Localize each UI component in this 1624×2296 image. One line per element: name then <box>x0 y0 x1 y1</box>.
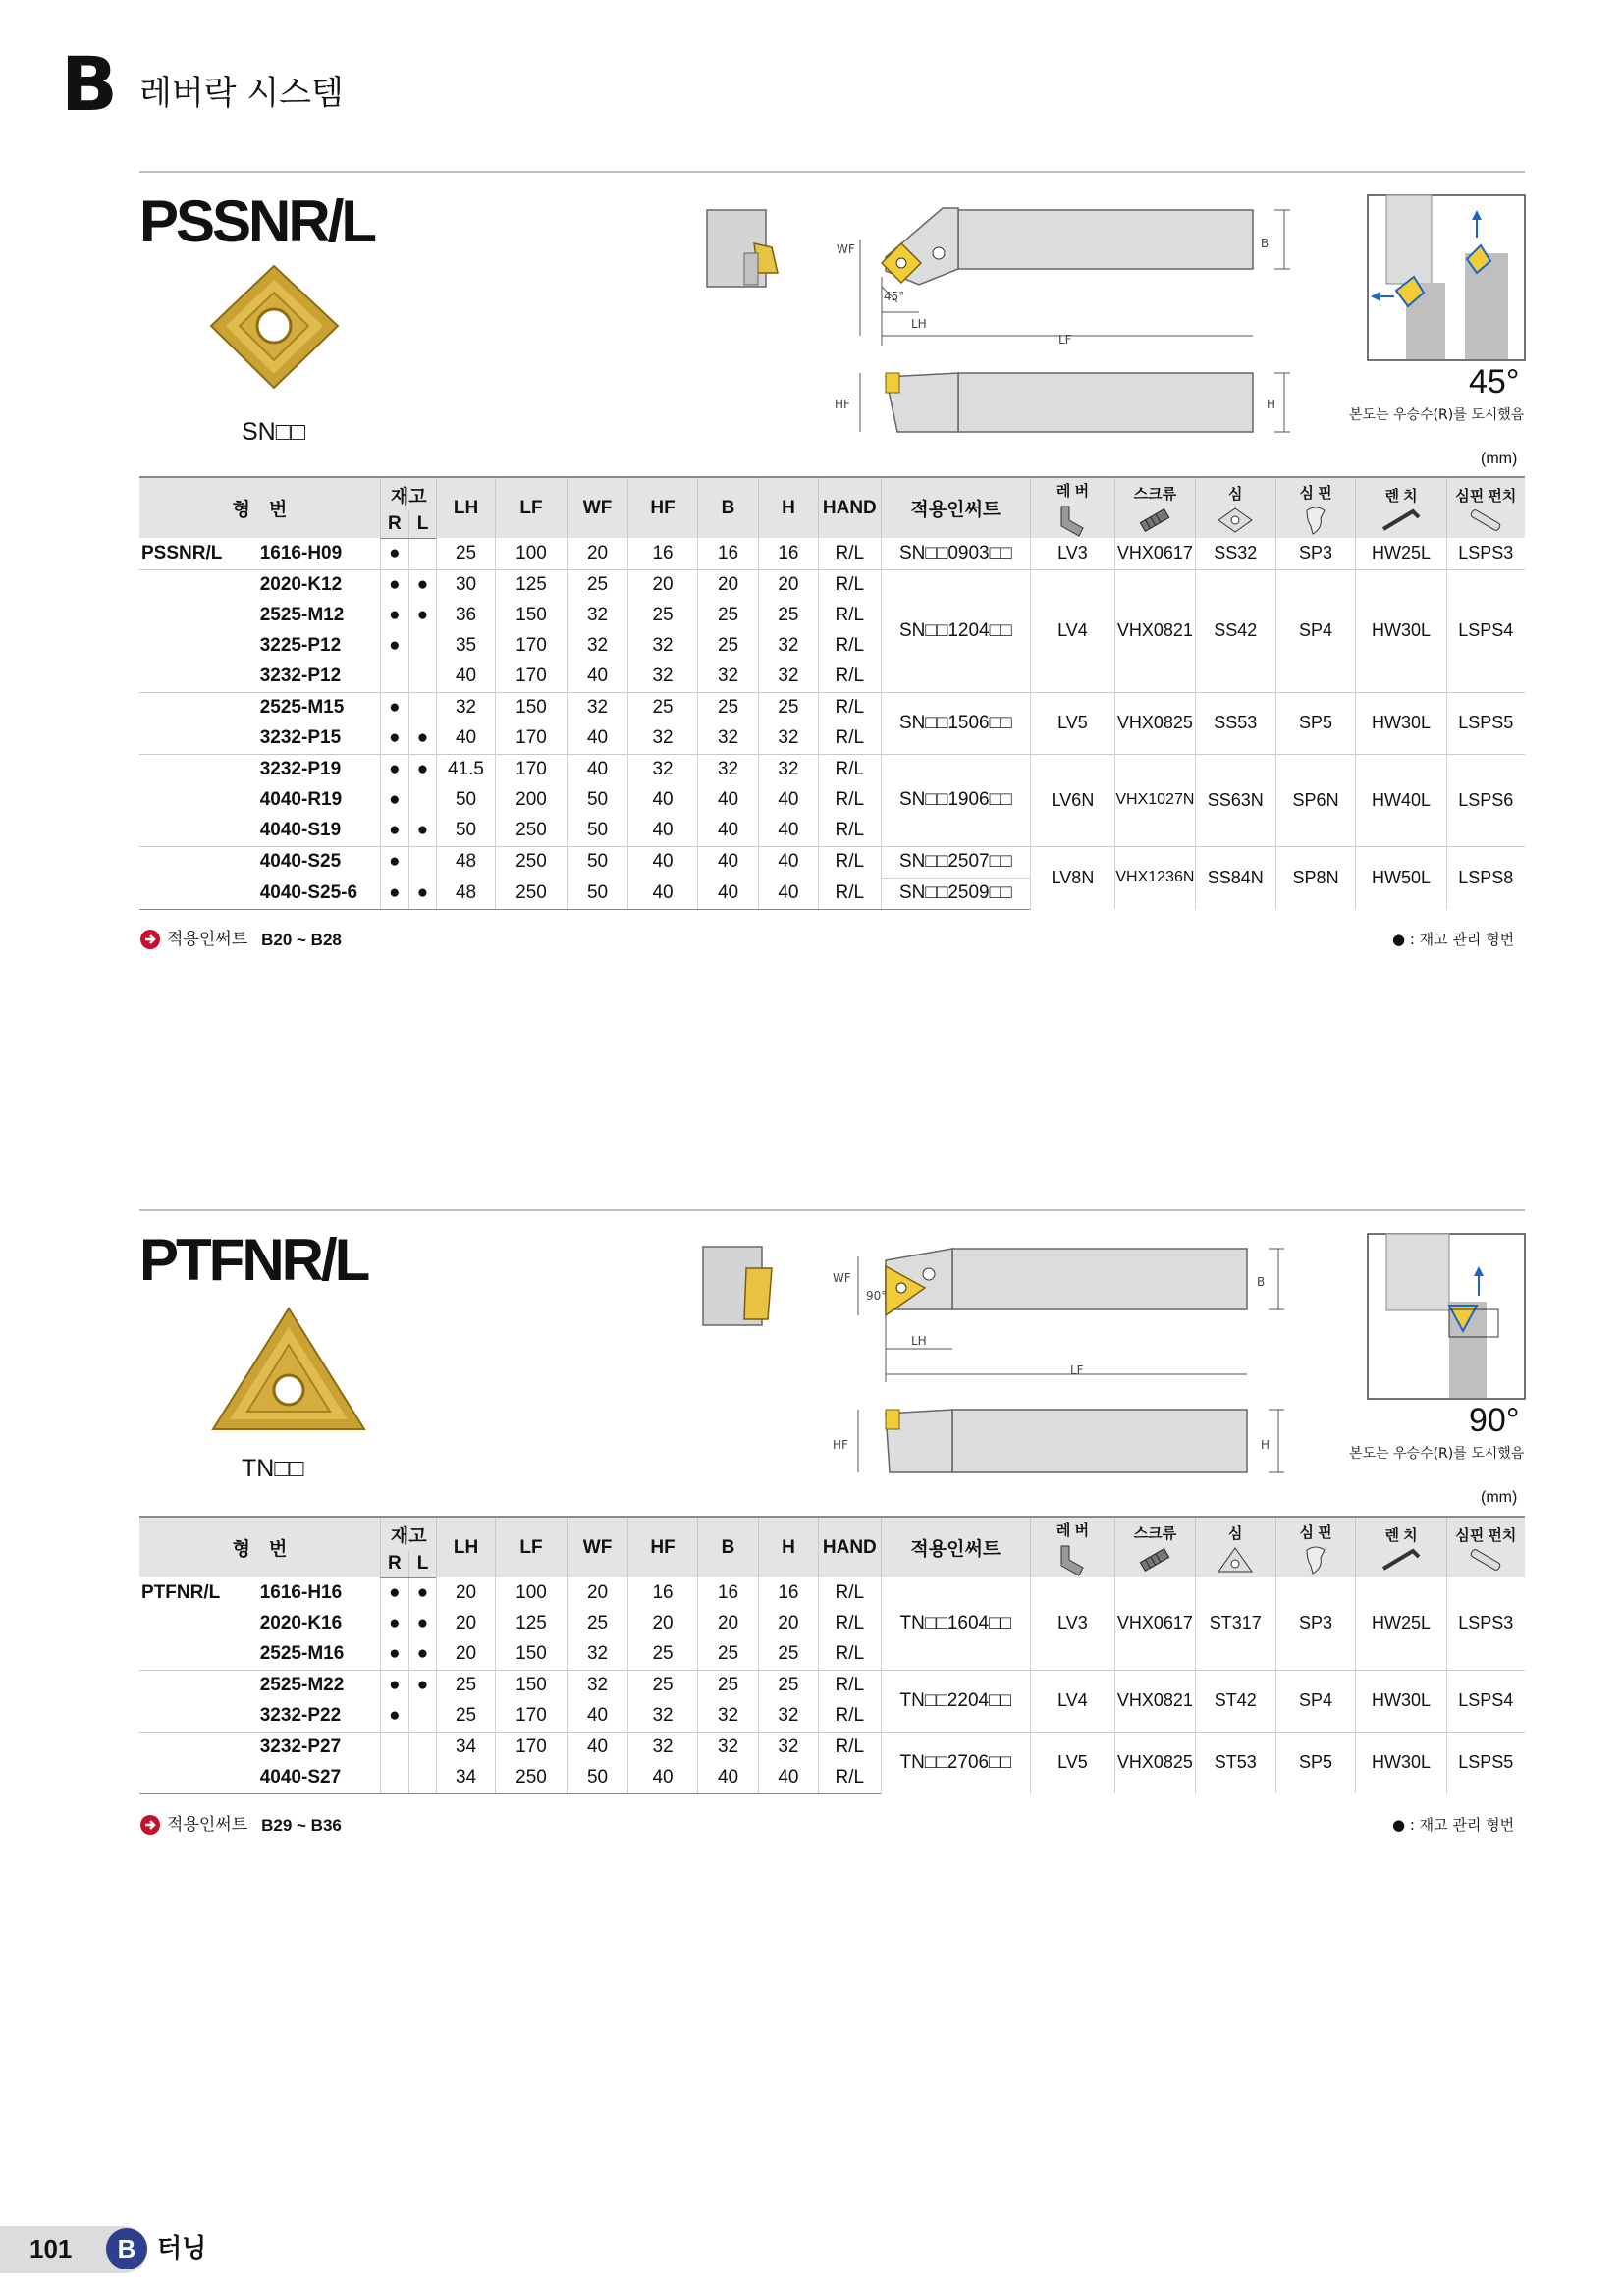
holder-top-view-drawing <box>821 198 1304 448</box>
unit-label: (mm) <box>1481 451 1518 467</box>
table-row: 2020-K12 ● ● 30 125 25 20 20 20 R/L SN□□1204□□ LV4 VHX0821 SS42 SP4 HW30L LSPS4 <box>139 569 1525 601</box>
col-hf: HF <box>627 1517 698 1577</box>
col-insert: 적용인써트 <box>881 1517 1030 1577</box>
col-b: B <box>698 1517 758 1577</box>
page-category: 터닝 <box>157 2234 207 2264</box>
table-row: PSSNR/L 1616-H09 ● 25 100 20 16 16 16 R/L SN□□0903□□ LV3 VHX0617 SS32 SP3 HW25L LSPS3 <box>139 538 1525 569</box>
col-lf: LF <box>495 477 568 538</box>
col-insert: 적용인써트 <box>881 477 1030 538</box>
shim-icon <box>1216 506 1255 535</box>
table-row: 4040-S19 ● ● 50 250 50 40 40 40 R/L <box>139 816 1525 847</box>
spec-table-pssnr <box>139 476 1525 910</box>
dim-label-wf: WF <box>837 242 855 256</box>
col-wrench: 렌 치 <box>1356 1517 1446 1577</box>
holder-side-view <box>705 208 780 289</box>
col-stock-r: R <box>381 511 409 538</box>
dim-label-wf: WF <box>833 1271 851 1285</box>
machining-angle-diagram <box>1367 1233 1526 1400</box>
product-title: PTFNR/L <box>139 1227 368 1293</box>
stock-legend: ● : 재고 관리 형번 <box>1392 931 1515 948</box>
dim-label-hf: HF <box>835 398 850 411</box>
col-punch: 심핀 펀치 <box>1446 1517 1525 1577</box>
table-row: 2525-M22 ● ● 25 150 32 25 25 25 R/L TN□□2204□□ LV4 VHX0821 ST42 SP4 HW30L LSPS4 <box>139 1670 1525 1701</box>
col-hand: HAND <box>819 1517 881 1577</box>
page-number: 101 <box>29 2234 73 2264</box>
screw-icon <box>1135 506 1174 535</box>
arrow-circle-icon <box>139 929 161 950</box>
col-punch: 심핀 펀치 <box>1446 477 1525 538</box>
col-lf: LF <box>495 1517 568 1577</box>
section-divider <box>139 1209 1525 1211</box>
dim-label-lf: LF <box>1070 1363 1084 1377</box>
insert-reference[interactable]: 적용인써트 B20 ~ B28 <box>139 929 342 950</box>
machining-angle-diagram <box>1367 194 1526 361</box>
col-lever: 레 버 <box>1031 477 1115 538</box>
square-insert-image <box>208 263 341 391</box>
insert-code-label: TN□□ <box>242 1455 304 1482</box>
approach-angle: 45° <box>1469 363 1520 400</box>
col-stock-r: R <box>381 1551 409 1577</box>
drawing-note: 본도는 우승수(R)를 도시했음 <box>1349 1446 1525 1462</box>
wrench-icon <box>1380 507 1423 533</box>
dim-label-angle: 45° <box>884 290 905 303</box>
shim-icon <box>1216 1545 1255 1575</box>
lever-icon <box>1056 1542 1089 1577</box>
holder-top-view-drawing <box>803 1237 1304 1480</box>
section-divider <box>139 171 1525 173</box>
col-model: 형 번 <box>139 477 381 538</box>
dim-label-b: B <box>1261 237 1270 250</box>
col-lever: 레 버 <box>1031 1517 1115 1577</box>
dim-label-b: B <box>1257 1275 1266 1289</box>
arrow-circle-icon <box>139 1814 161 1836</box>
holder-side-view <box>701 1245 778 1327</box>
chapter-title: 레버락 시스템 <box>139 74 344 113</box>
col-b: B <box>698 477 758 538</box>
col-stock: 재고 <box>381 1517 437 1551</box>
table-row: 3232-P22 ● 25 170 40 32 32 32 R/L <box>139 1701 1525 1733</box>
table-row: 4040-R19 ● 50 200 50 40 40 40 R/L <box>139 785 1525 816</box>
dim-label-h: H <box>1261 1438 1271 1452</box>
col-lh: LH <box>437 1517 495 1577</box>
col-screw: 스크류 <box>1114 1517 1195 1577</box>
spec-table-ptfnr <box>139 1516 1525 1794</box>
col-shimpin: 심 핀 <box>1275 477 1356 538</box>
table-row: 2020-K16 ● ● 20 125 25 20 20 20 R/L <box>139 1609 1525 1639</box>
dim-label-lf: LF <box>1058 333 1072 347</box>
wrench-icon <box>1380 1547 1423 1573</box>
col-h: H <box>758 1517 818 1577</box>
table-row: 3232-P12 40 170 40 32 32 32 R/L <box>139 662 1525 693</box>
unit-label: (mm) <box>1481 1489 1518 1506</box>
col-model: 형 번 <box>139 1517 381 1577</box>
triangle-insert-image <box>210 1306 367 1433</box>
dim-label-angle: 90° <box>866 1289 888 1303</box>
dim-label-hf: HF <box>833 1438 848 1452</box>
approach-angle: 90° <box>1469 1402 1520 1439</box>
shim-pin-icon <box>1301 505 1330 536</box>
table-row: 4040-S25 ● 48 250 50 40 40 40 R/L SN□□2507□□ LV8N VHX1236N SS84N SP8N HW50L LSPS8 <box>139 846 1525 878</box>
product-title: PSSNR/L <box>139 188 375 254</box>
col-wrench: 렌 치 <box>1356 477 1446 538</box>
table-row: 3232-P15 ● ● 40 170 40 32 32 32 R/L <box>139 723 1525 755</box>
col-lh: LH <box>437 477 495 538</box>
table-row: 3225-P12 ● 35 170 32 32 25 32 R/L <box>139 631 1525 662</box>
screw-icon <box>1135 1545 1174 1575</box>
dim-label-h: H <box>1267 398 1276 411</box>
punch-icon <box>1466 507 1505 533</box>
col-shim: 심 <box>1195 477 1275 538</box>
col-wf: WF <box>568 1517 627 1577</box>
table-row: PTFNR/L 1616-H16 ● ● 20 100 20 16 16 16 R/L TN□□1604□□ LV3 VHX0617 ST317 SP3 HW25L LSPS3 <box>139 1577 1525 1609</box>
chapter-letter: B <box>61 40 116 128</box>
col-screw: 스크류 <box>1114 477 1195 538</box>
table-row: 2525-M16 ● ● 20 150 32 25 25 25 R/L <box>139 1639 1525 1671</box>
col-stock-l: L <box>408 511 437 538</box>
col-stock: 재고 <box>381 477 437 511</box>
shim-pin-icon <box>1301 1544 1330 1575</box>
col-h: H <box>758 477 818 538</box>
table-row: 3232-P27 34 170 40 32 32 32 R/L TN□□2706□□ LV5 VHX0825 ST53 SP5 HW30L LSPS5 <box>139 1732 1525 1763</box>
dim-label-lh: LH <box>911 317 927 331</box>
col-shim: 심 <box>1195 1517 1275 1577</box>
chapter-badge: B <box>106 2228 147 2269</box>
table-row: 3232-P19 ● ● 41.5 170 40 32 32 32 R/L SN□□1906□□ LV6N VHX1027N SS63N SP6N HW40L LSPS6 <box>139 754 1525 785</box>
dim-label-lh: LH <box>911 1334 927 1348</box>
col-hf: HF <box>627 477 698 538</box>
insert-code-label: SN□□ <box>242 418 305 446</box>
stock-legend: ● : 재고 관리 형번 <box>1392 1816 1515 1834</box>
col-wf: WF <box>568 477 627 538</box>
col-stock-l: L <box>408 1551 437 1577</box>
table-row: 4040-S27 34 250 50 40 40 40 R/L <box>139 1763 1525 1794</box>
lever-icon <box>1056 503 1089 538</box>
col-hand: HAND <box>819 477 881 538</box>
table-row: 4040-S25-6 ● ● 48 250 50 40 40 40 R/L SN□□2509□□ <box>139 878 1525 909</box>
drawing-note: 본도는 우승수(R)를 도시했음 <box>1349 407 1525 423</box>
table-row: 2525-M12 ● ● 36 150 32 25 25 25 R/L <box>139 601 1525 631</box>
punch-icon <box>1466 1547 1505 1573</box>
insert-reference[interactable]: 적용인써트 B29 ~ B36 <box>139 1814 342 1836</box>
col-shimpin: 심 핀 <box>1275 1517 1356 1577</box>
table-row: 2525-M15 ● 32 150 32 25 25 25 R/L SN□□1506□□ LV5 VHX0825 SS53 SP5 HW30L LSPS5 <box>139 692 1525 723</box>
